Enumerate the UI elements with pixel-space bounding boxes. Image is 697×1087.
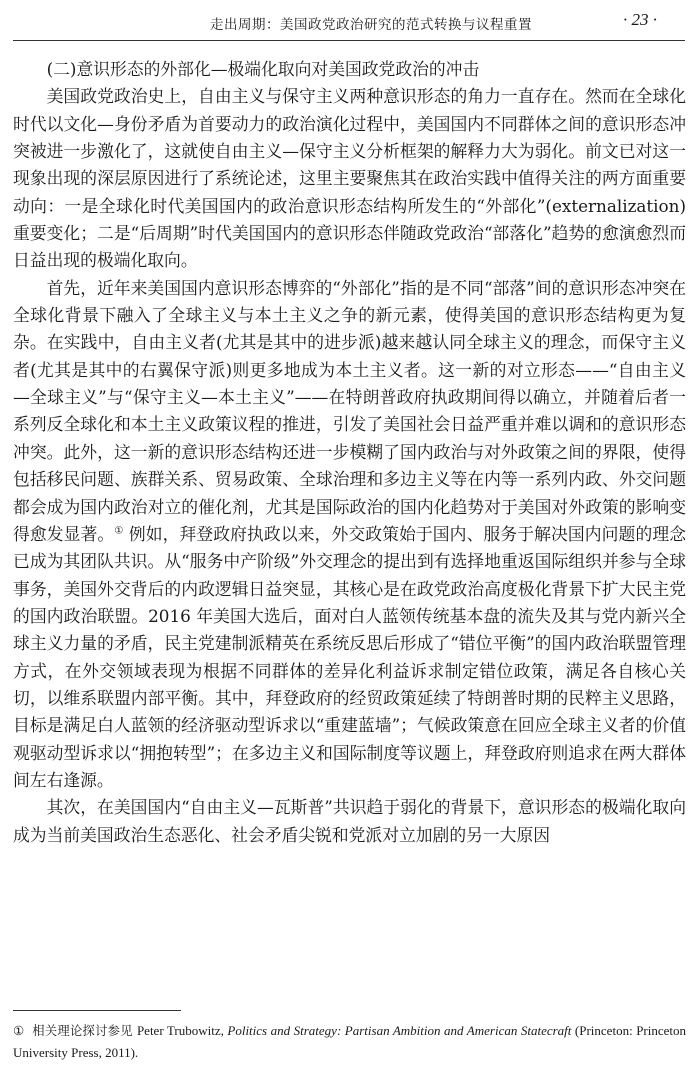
footnote-intro: 相关理论探讨参见 (32, 1024, 137, 1038)
paragraph: 美国政党政治史上，自由主义与保守主义两种意识形态的角力一直存在。然而在全球化时代以文化—身份矛盾为首要动力的政治演化过程中，美国国内不同群体之间的意识形态冲突被进一步激化了，这就使自由主义—保守主义分析框架的解释力大为弱化。前文已对这一现象出现的深层原因进行了系统论述，这里主要聚焦其在政治实践中值得关注的两方面重要动向：一是全球化时代美国国内的政治意识形态结构所发生的“外部化”(externalization)重要变化；二是“后周期”时代美国国内的意识形态伴随政党政治“部落化”趋势的愈演愈烈而日益出现的极端化取向。 (13, 86, 686, 271)
paragraph: 其次，在美国国内“自由主义—瓦斯普”共识趋于弱化的背景下，意识形态的极端化取向成为当前美国政治生态恶化、社会矛盾尖锐和党派对立加剧的另一大原因 (13, 797, 686, 845)
footnote-book-title: Politics and Strategy: Partisan Ambition and American Statecraft (227, 1023, 572, 1038)
footnote (13, 1020, 686, 1064)
footnote-marker: ① (13, 1024, 25, 1038)
main-text (13, 56, 686, 849)
paragraph-text: 例如，拜登政府执政以来，外交政策始于国内、服务于解决国内问题的理念已成为其团队共识。从“服务中产阶级”外交理念的提出到有选择地重返国际组织并参与全球事务，美国外交背后的内政逻辑日益突显，其核心是在政党政治高度极化背景下扩大民主党的国内政治联盟。2016 年美国大选后，面对白人蓝领传统基本盘的流失及其与党内新兴全球主义力量的矛盾，民主党建制派精英在系统反思后形成了“错位平衡”的国内政治联盟管理方式，在外交领域表现为根据不同群体的差异化利益诉求制定错位政策，满足各自核心关切，以维系联盟内部平衡。其中，拜登政府的经贸政策延续了特朗普时期的民粹主义思路，目标是满足白人蓝领的经济驱动型诉求以“重建蓝墙”；气候政策意在回应全球主义者的价值观驱动型诉求以“拥抱转型”；在多边主义和国际制度等议题上，拜登政府则追求在两大群体间左右逢源。 (13, 523, 686, 790)
running-title: 走出周期：美国政党政治研究的范式转换与议程重置 (210, 17, 532, 33)
section-heading: (二)意识形态的外部化—极端化取向对美国政党政治的冲击 (46, 59, 480, 79)
paragraph-text: 首先，近年来美国国内意识形态博弈的“外部化”指的是不同“部落”间的意识形态冲突在全球化背景下融入了全球主义与本土主义之争的新元素，使得美国的意识形态结构更为复杂。在实践中，自由主义者(尤其是其中的进步派)越来越认同全球主义的理念，而保守主义者(尤其是其中的右翼保守派)则更多地成为本土主义者。这一新的对立形态——“自由主义—全球主义”与“保守主义—本土主义”——在特朗普政府执政期间得以确立，并随着后者一系列反全球化和本土主义政策议程的推进，引发了美国社会日益严重并难以调和的意识形态冲突。此外，这一新的意识形态结构还进一步模糊了国内政治与对外政策之间的界限，使得包括移民问题、族群关系、贸易政策、全球治理和多边主义等在内等一系列内政、外交问题都会成为国内政治对立的催化剂，尤其是国际政治的国内化趋势对于美国对外政策的影响变得愈发显著。 (13, 277, 686, 544)
footnote-author: Peter Trubowitz, (136, 1023, 228, 1038)
paragraph (13, 275, 686, 795)
footnote-divider (13, 1010, 181, 1011)
footnote-publication: (Princeton: Princeton University Press, 2011). (13, 1023, 687, 1060)
footnote-reference[interactable]: ① (114, 525, 124, 537)
running-header (0, 0, 697, 40)
page-number: · 23 · (623, 10, 657, 29)
header-divider (13, 40, 685, 41)
